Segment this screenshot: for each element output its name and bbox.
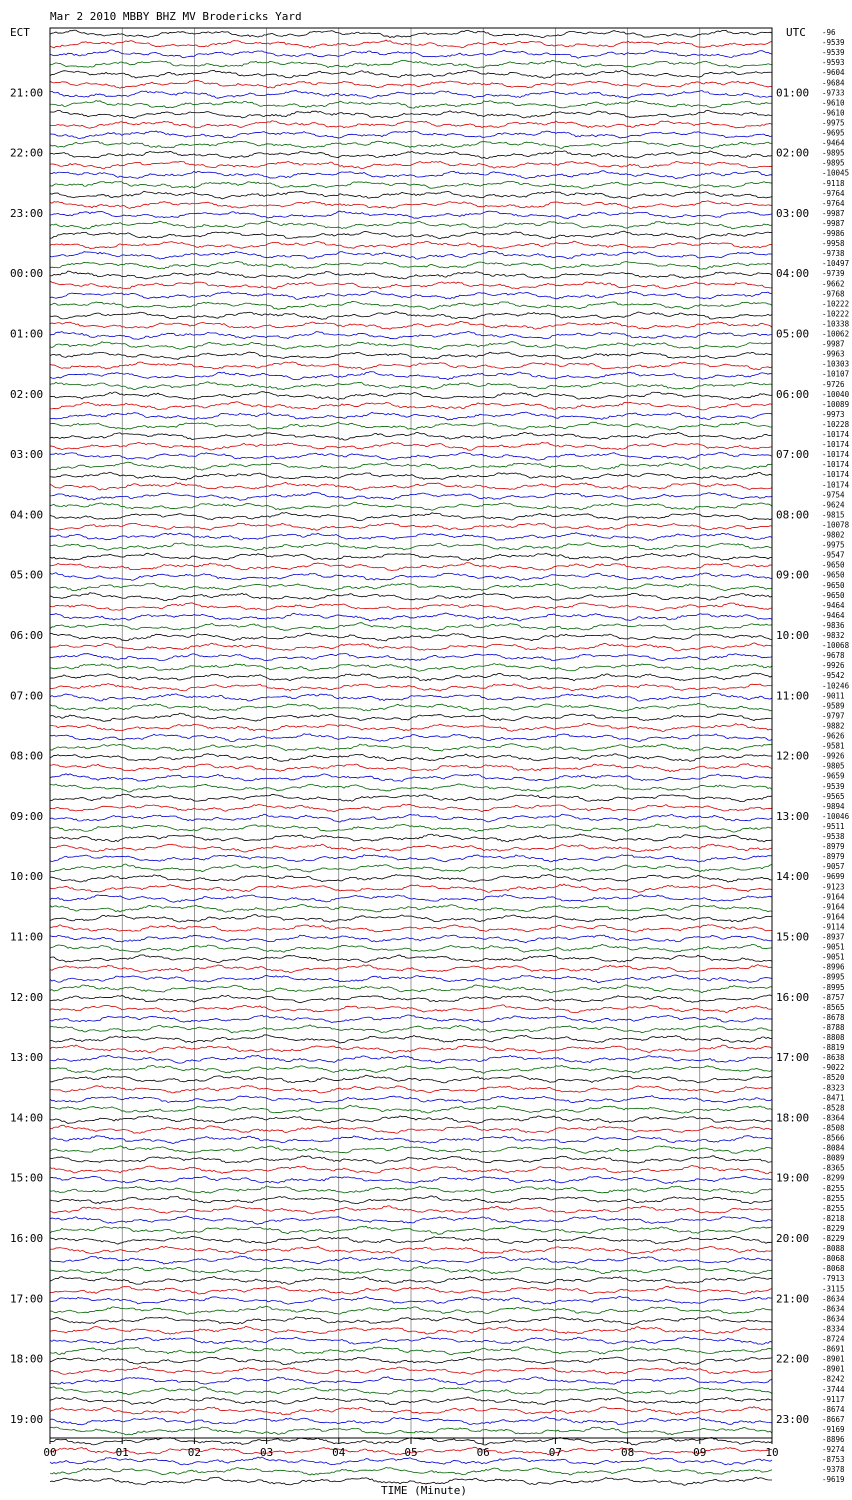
row-bias-label: -8242 — [822, 1374, 845, 1384]
ect-hour-label: 16:00 — [10, 1232, 44, 1245]
row-bias-label: -8088 — [822, 1244, 845, 1254]
x-axis-ticks — [43, 1438, 778, 1459]
row-bias-label: -8089 — [822, 1153, 845, 1163]
row-bias-label: -9987 — [822, 339, 845, 349]
row-bias-label: -8724 — [822, 1334, 845, 1344]
ect-hour-label: 06:00 — [10, 629, 44, 642]
row-bias-label: -9274 — [822, 1445, 845, 1455]
row-bias-label: -9754 — [822, 490, 845, 500]
row-bias-label: -9733 — [822, 88, 845, 98]
x-tick-label: 09 — [693, 1446, 707, 1459]
utc-hour-label: 19:00 — [776, 1171, 810, 1185]
row-bias-label: -9164 — [822, 892, 845, 902]
row-bias-label: -9022 — [822, 1063, 845, 1073]
row-bias-label: -9764 — [822, 198, 845, 208]
row-bias-label: -9650 — [822, 570, 845, 580]
row-bias-label: -8255 — [822, 1183, 845, 1193]
utc-hour-label: 23:00 — [776, 1412, 810, 1426]
ect-hour-label: 12:00 — [10, 990, 44, 1004]
row-bias-label: -9114 — [822, 922, 845, 932]
row-bias-label: -9624 — [822, 500, 845, 510]
utc-hour-label: 03:00 — [776, 206, 810, 220]
x-tick-label: 04 — [332, 1446, 346, 1459]
utc-hour-label: 18:00 — [776, 1111, 810, 1125]
utc-hour-label: 21:00 — [776, 1292, 810, 1306]
row-bias-label: -8634 — [822, 1314, 845, 1324]
row-bias-label: -9589 — [822, 701, 845, 711]
utc-hour-label: 04:00 — [776, 267, 810, 281]
ect-hour-label: 23:00 — [10, 206, 44, 220]
row-bias-label: -9626 — [822, 731, 845, 741]
utc-hour-label: 20:00 — [776, 1232, 810, 1245]
x-tick-label: 03 — [259, 1446, 274, 1459]
ect-hour-label: 08:00 — [10, 749, 44, 763]
row-bias-label: -9805 — [822, 761, 845, 771]
row-bias-label: -8819 — [822, 1043, 845, 1053]
row-bias-label: -8084 — [822, 1143, 845, 1153]
row-bias-label: -8638 — [822, 1053, 845, 1063]
utc-hour-label: 01:00 — [776, 86, 810, 100]
x-tick-label: 00 — [43, 1446, 57, 1459]
ect-hour-label: 17:00 — [10, 1292, 44, 1306]
row-bias-label: -9539 — [822, 48, 845, 58]
row-bias-label: -9011 — [822, 691, 845, 701]
row-bias-label: -10222 — [822, 309, 850, 319]
row-bias-label: -9894 — [822, 801, 845, 811]
row-bias-label: -9547 — [822, 550, 845, 560]
row-bias-label: -8995 — [822, 972, 845, 982]
row-bias-label: -10174 — [822, 430, 850, 439]
ect-hour-label: 13:00 — [10, 1051, 44, 1065]
row-bias-label: -8979 — [822, 842, 845, 852]
ect-hour-label: 00:00 — [10, 267, 44, 281]
row-bias-labels — [822, 28, 850, 1484]
row-bias-label: -8753 — [822, 1455, 845, 1465]
ect-hour-label: 11:00 — [10, 930, 44, 944]
row-bias-label: -9987 — [822, 218, 845, 228]
row-bias-label: -10338 — [822, 319, 850, 329]
row-bias-label: -9832 — [822, 631, 845, 640]
row-bias-label: -9699 — [822, 872, 845, 882]
row-bias-label: -8229 — [822, 1223, 845, 1233]
row-bias-label: -8229 — [822, 1234, 845, 1243]
row-bias-label: -9963 — [822, 349, 845, 359]
x-tick-label: 05 — [404, 1446, 418, 1459]
utc-hour-label: 09:00 — [776, 568, 810, 582]
ect-hour-label: 07:00 — [10, 689, 44, 703]
row-bias-label: -9764 — [822, 188, 845, 198]
trace-row-143 — [50, 1467, 772, 1475]
row-bias-label: -8896 — [822, 1435, 845, 1444]
row-bias-label: -8901 — [822, 1364, 845, 1374]
row-bias-label: -9895 — [822, 158, 845, 168]
row-bias-label: -9464 — [822, 600, 845, 610]
row-bias-label: -10078 — [822, 520, 850, 530]
x-tick-label: 02 — [187, 1446, 202, 1459]
row-bias-label: -9926 — [822, 751, 845, 761]
utc-hour-label: 02:00 — [776, 146, 810, 160]
ect-hour-label: 18:00 — [10, 1352, 44, 1366]
row-bias-label: -10303 — [822, 359, 850, 369]
row-bias-label: -8808 — [822, 1033, 845, 1042]
row-bias-label: -9539 — [822, 38, 845, 48]
row-bias-label: -9659 — [822, 771, 845, 781]
row-bias-label: -9464 — [822, 138, 845, 148]
row-bias-label: -10045 — [822, 168, 850, 178]
row-bias-label: -10174 — [822, 470, 850, 480]
row-bias-label: -9815 — [822, 510, 845, 520]
row-bias-label: -9164 — [822, 912, 845, 922]
utc-hour-label: 13:00 — [776, 809, 810, 823]
row-bias-label: -9650 — [822, 580, 845, 590]
row-bias-label: -8996 — [822, 962, 845, 972]
ect-hour-labels — [10, 86, 43, 1426]
row-bias-label: -9123 — [822, 882, 845, 892]
row-bias-label: -9650 — [822, 560, 845, 570]
row-bias-label: -8565 — [822, 1002, 845, 1012]
row-bias-label: -8691 — [822, 1344, 845, 1354]
row-bias-label: -9565 — [822, 791, 845, 801]
row-bias-label: -8068 — [822, 1264, 845, 1274]
row-bias-label: -8667 — [822, 1414, 845, 1424]
row-bias-label: -8528 — [822, 1103, 845, 1113]
utc-hour-label: 07:00 — [776, 448, 810, 462]
utc-hour-label: 05:00 — [776, 327, 810, 341]
row-bias-label: -8068 — [822, 1254, 845, 1264]
row-bias-label: -9738 — [822, 249, 845, 259]
row-bias-label: -8678 — [822, 1012, 845, 1022]
row-bias-label: -8757 — [822, 992, 845, 1002]
utc-hour-label: 16:00 — [776, 990, 810, 1004]
ect-hour-label: 22:00 — [10, 146, 44, 160]
row-bias-label: -8788 — [822, 1022, 845, 1032]
row-bias-label: -8634 — [822, 1294, 845, 1304]
utc-hour-labels — [776, 86, 809, 1426]
row-bias-label: -8334 — [822, 1324, 845, 1334]
utc-hour-label: 06:00 — [776, 387, 810, 401]
row-bias-label: -7913 — [822, 1274, 845, 1284]
row-bias-label: -9464 — [822, 610, 845, 620]
left-axis-label: ECT — [10, 26, 30, 39]
row-bias-label: -9958 — [822, 239, 845, 249]
row-bias-label: -9117 — [822, 1394, 845, 1404]
ect-hour-label: 21:00 — [10, 86, 44, 100]
row-bias-label: -9051 — [822, 952, 845, 962]
ect-hour-label: 19:00 — [10, 1412, 44, 1426]
row-bias-label: -9726 — [822, 379, 845, 389]
ect-hour-label: 14:00 — [10, 1111, 44, 1125]
row-bias-label: -9581 — [822, 741, 845, 751]
x-tick-label: 10 — [765, 1446, 779, 1459]
row-bias-label: -8365 — [822, 1163, 845, 1173]
row-bias-label: -9169 — [822, 1424, 845, 1434]
row-bias-label: -8255 — [822, 1203, 845, 1213]
row-bias-label: -9684 — [822, 78, 845, 88]
utc-hour-label: 15:00 — [776, 930, 810, 944]
row-bias-label: -9604 — [822, 68, 845, 78]
row-bias-label: -9975 — [822, 540, 845, 550]
row-bias-label: -8364 — [822, 1113, 845, 1123]
ect-hour-label: 04:00 — [10, 508, 44, 522]
row-bias-label: -9610 — [822, 108, 845, 118]
ect-hour-label: 02:00 — [10, 387, 44, 401]
row-bias-label: -9164 — [822, 902, 845, 912]
row-bias-label: -8299 — [822, 1173, 845, 1183]
row-bias-label: -9768 — [822, 289, 845, 299]
utc-hour-label: 22:00 — [776, 1352, 810, 1366]
row-bias-label: -10246 — [822, 681, 850, 691]
row-bias-label: -9739 — [822, 269, 845, 279]
row-bias-label: -9051 — [822, 942, 845, 952]
row-bias-label: -9538 — [822, 832, 845, 841]
row-bias-label: -8508 — [822, 1123, 845, 1133]
row-bias-label: -9650 — [822, 590, 845, 600]
utc-hour-label: 17:00 — [776, 1051, 810, 1065]
ect-hour-label: 03:00 — [10, 448, 44, 462]
row-bias-label: -8218 — [822, 1213, 845, 1223]
row-bias-label: -8255 — [822, 1193, 845, 1203]
row-bias-label: -10040 — [822, 389, 850, 399]
ect-hour-label: 15:00 — [10, 1171, 44, 1185]
row-bias-label: -9619 — [822, 1475, 845, 1485]
row-bias-label: -3115 — [822, 1284, 845, 1294]
x-tick-label: 07 — [548, 1446, 563, 1459]
row-bias-label: -9539 — [822, 781, 845, 791]
row-bias-label: -10174 — [822, 460, 850, 470]
row-bias-label: -9378 — [822, 1465, 845, 1475]
row-bias-label: -10062 — [822, 329, 850, 339]
row-bias-label: -10174 — [822, 450, 850, 460]
right-axis-label: UTC — [786, 26, 806, 39]
row-bias-label: -9678 — [822, 651, 845, 661]
row-bias-label: -9882 — [822, 721, 845, 731]
row-bias-label: -8566 — [822, 1133, 845, 1143]
row-bias-label: -10228 — [822, 419, 850, 429]
x-tick-label: 08 — [620, 1446, 635, 1459]
row-bias-label: -9802 — [822, 530, 845, 540]
utc-hour-label: 12:00 — [776, 749, 810, 763]
row-bias-label: -10046 — [822, 811, 850, 821]
row-bias-label: -8674 — [822, 1404, 845, 1414]
row-bias-label: -9593 — [822, 58, 845, 68]
row-bias-label: -9610 — [822, 98, 845, 108]
utc-hour-label: 10:00 — [776, 629, 810, 642]
row-bias-label: -9987 — [822, 208, 845, 218]
row-bias-label: -9797 — [822, 711, 845, 721]
row-bias-label: -9511 — [822, 821, 845, 831]
row-bias-label: -9895 — [822, 148, 845, 158]
x-axis-label: TIME (Minute) — [380, 1484, 468, 1497]
row-bias-label: -8979 — [822, 852, 845, 862]
row-bias-label: -8995 — [822, 982, 845, 992]
row-bias-label: -8937 — [822, 932, 845, 942]
row-bias-label: -9662 — [822, 279, 845, 289]
utc-hour-label: 11:00 — [776, 689, 810, 703]
ect-hour-label: 10:00 — [10, 870, 44, 884]
utc-hour-label: 14:00 — [776, 870, 810, 884]
utc-hour-label: 08:00 — [776, 508, 810, 522]
row-bias-label: -9926 — [822, 661, 845, 671]
row-bias-label: -8901 — [822, 1354, 845, 1364]
row-bias-label: -9973 — [822, 409, 845, 419]
row-bias-label: -9986 — [822, 229, 845, 238]
row-bias-label: -8520 — [822, 1073, 845, 1083]
ect-hour-label: 09:00 — [10, 809, 44, 823]
row-bias-label: -8323 — [822, 1083, 845, 1093]
row-bias-label: -96 — [822, 28, 836, 37]
row-bias-label: -10497 — [822, 259, 850, 269]
row-bias-label: -10222 — [822, 299, 850, 309]
row-bias-label: -10068 — [822, 641, 850, 651]
row-bias-label: -8471 — [822, 1093, 845, 1103]
chart-title: Mar 2 2010 MBBY BHZ MV Brodericks Yard — [50, 10, 302, 23]
row-bias-label: -9057 — [822, 862, 845, 872]
ect-hour-label: 05:00 — [10, 568, 44, 582]
x-tick-label: 01 — [115, 1446, 129, 1459]
row-bias-label: -9836 — [822, 620, 845, 630]
row-bias-label: -10174 — [822, 440, 850, 450]
row-bias-label: -10174 — [822, 480, 850, 490]
row-bias-label: -9542 — [822, 671, 845, 681]
minute-gridlines — [122, 28, 700, 1438]
row-bias-label: -9975 — [822, 118, 845, 128]
row-bias-label: -3744 — [822, 1384, 845, 1394]
row-bias-label: -9118 — [822, 178, 845, 188]
row-bias-label: -10089 — [822, 399, 850, 409]
row-bias-label: -8634 — [822, 1304, 845, 1314]
row-bias-label: -9695 — [822, 128, 845, 138]
ect-hour-label: 01:00 — [10, 327, 44, 341]
row-bias-label: -10107 — [822, 369, 850, 379]
x-tick-label: 06 — [476, 1446, 490, 1459]
